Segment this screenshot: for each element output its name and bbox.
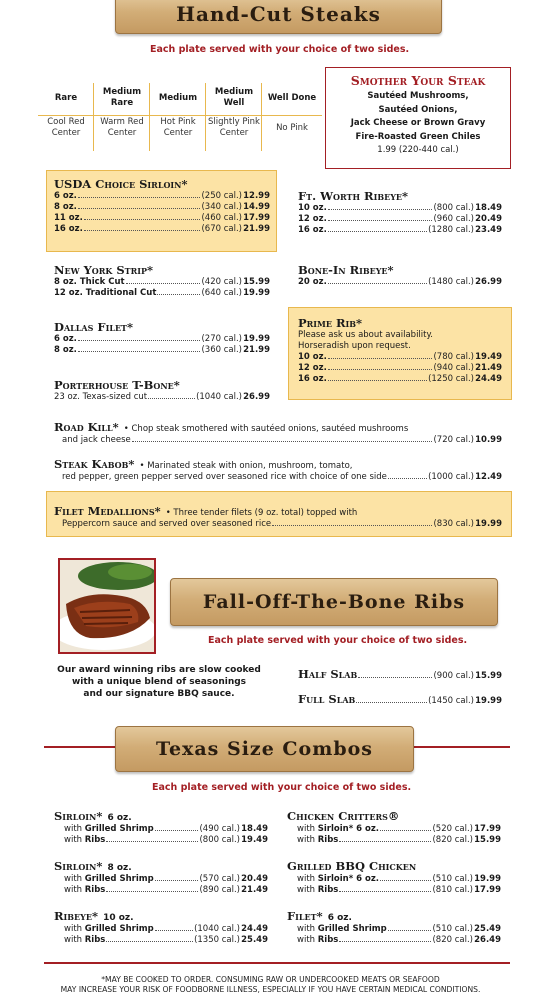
calories: (1480 cal.) bbox=[428, 277, 474, 287]
price: 26.99 bbox=[475, 277, 502, 287]
dish-name: Sirloin* bbox=[54, 809, 103, 823]
price-row bbox=[54, 345, 270, 356]
dish-desc: Peppercorn sauce and served over seasoned rice bbox=[62, 519, 272, 529]
with-label: with bbox=[297, 874, 316, 884]
calories: (1000 cal.) bbox=[428, 472, 474, 482]
size: 6 oz. bbox=[54, 334, 77, 344]
price: 24.49 bbox=[475, 374, 502, 384]
size: 10 oz. bbox=[298, 352, 327, 362]
combos-subtitle: Each plate served with your choice of two sides. bbox=[152, 782, 412, 793]
roadkill-section bbox=[54, 416, 502, 446]
footer-rule bbox=[44, 962, 510, 964]
size: 16 oz. bbox=[298, 374, 327, 384]
dish-name: Road Kill* bbox=[54, 420, 119, 434]
dish-desc: • Chop steak smothered with sautéed onions, sautéed mushrooms bbox=[123, 424, 409, 434]
with-label: with bbox=[64, 935, 83, 945]
divider bbox=[93, 83, 94, 151]
divider bbox=[205, 83, 206, 151]
size: 6 oz. bbox=[54, 191, 77, 201]
with-label: with bbox=[297, 824, 316, 834]
dish-desc: • Marinated steak with onion, mushroom, tomato, bbox=[139, 461, 353, 471]
with-label: with bbox=[297, 885, 316, 895]
calories: (1040 cal.) bbox=[194, 924, 240, 934]
size: 8 oz. Thick Cut bbox=[54, 277, 125, 287]
combo-side: Ribs bbox=[84, 935, 106, 945]
dish-name: Ft. Worth Ribeye* bbox=[298, 189, 409, 203]
porterhouse-section bbox=[54, 378, 270, 403]
doneness-well-done bbox=[262, 83, 322, 143]
combo-item bbox=[287, 805, 501, 855]
combo-side: Ribs bbox=[84, 835, 106, 845]
size: 12 oz. Traditional Cut bbox=[54, 288, 157, 298]
doneness-level: Well Done bbox=[267, 92, 317, 103]
dish-name: Porterhouse T-Bone* bbox=[54, 378, 180, 392]
with-label: with bbox=[64, 874, 83, 884]
calories: (670 cal.) bbox=[201, 224, 242, 234]
price: 15.99 bbox=[474, 835, 501, 845]
price: 19.99 bbox=[243, 334, 270, 344]
dish-size: 8 oz. bbox=[107, 863, 132, 873]
combos-right bbox=[287, 805, 501, 955]
divider bbox=[261, 83, 262, 151]
dish-name: Bone-In Ribeye* bbox=[298, 263, 394, 277]
calories: (1250 cal.) bbox=[428, 374, 474, 384]
kabob-section bbox=[54, 453, 502, 483]
dish-name: Full Slab bbox=[298, 692, 356, 706]
dish-name: Steak Kabob* bbox=[54, 457, 135, 471]
footer-disclaimer bbox=[0, 975, 541, 995]
price: 24.49 bbox=[241, 924, 268, 934]
price-row bbox=[298, 277, 502, 288]
ftworth-section bbox=[298, 189, 502, 236]
price-row bbox=[54, 835, 268, 846]
calories: (460 cal.) bbox=[201, 213, 242, 223]
calories: (1350 cal.) bbox=[194, 935, 240, 945]
ribs-photo bbox=[58, 558, 156, 654]
dish-name: Filet Medallions* bbox=[54, 504, 161, 518]
dish-desc: red pepper, green pepper served over seasoned rice with choice of one side bbox=[62, 472, 387, 482]
price: 21.49 bbox=[475, 363, 502, 373]
combos-left bbox=[54, 805, 268, 955]
dish-name: USDA Choice Sirloin* bbox=[54, 177, 188, 191]
combo-side: Ribs bbox=[317, 885, 339, 895]
bonein-section bbox=[298, 263, 502, 288]
price-row bbox=[287, 885, 501, 896]
combo-side: Grilled Shrimp bbox=[317, 924, 387, 934]
ribs-items bbox=[298, 664, 502, 711]
calories: (800 cal.) bbox=[433, 203, 474, 213]
disclaimer-line: MAY INCREASE YOUR RISK OF FOODBORNE ILLNESS, ESPECIALLY IF YOU HAVE CERTAIN MEDICAL CONDITIONS. bbox=[60, 985, 481, 994]
price-row bbox=[54, 392, 270, 403]
doneness-desc: Warm Red Center bbox=[100, 117, 144, 138]
combo-side: Ribs bbox=[317, 935, 339, 945]
dish-size: 10 oz. bbox=[103, 913, 134, 923]
calories: (820 cal.) bbox=[432, 835, 473, 845]
doneness-desc: No Pink bbox=[276, 122, 308, 133]
price: 17.99 bbox=[474, 885, 501, 895]
calories: (420 cal.) bbox=[201, 277, 242, 287]
price: 26.49 bbox=[474, 935, 501, 945]
price: 19.49 bbox=[475, 352, 502, 362]
size: 16 oz. bbox=[54, 224, 83, 234]
steaks-subtitle: Each plate served with your choice of two sides. bbox=[150, 44, 410, 55]
steaks-banner-title: Hand-Cut Steaks bbox=[176, 2, 381, 26]
medallions-section bbox=[54, 500, 502, 530]
ribs-blurb-line: Our award winning ribs are slow cooked bbox=[57, 665, 261, 675]
combo-side: Grilled Shrimp bbox=[84, 924, 154, 934]
price-row bbox=[54, 334, 270, 345]
ribs-blurb-line: and our signature BBQ sauce. bbox=[83, 689, 235, 699]
doneness-level: Medium Well bbox=[214, 87, 254, 108]
ribs-plate-image bbox=[60, 560, 154, 652]
calories: (1040 cal.) bbox=[196, 392, 242, 402]
combo-item bbox=[54, 855, 268, 905]
dish-name: New York Strip* bbox=[54, 263, 154, 277]
ribs-banner bbox=[170, 578, 498, 626]
size: 20 oz. bbox=[298, 277, 327, 287]
calories: (490 cal.) bbox=[199, 824, 240, 834]
price-row bbox=[298, 689, 502, 711]
dish-name: Dallas Filet* bbox=[54, 320, 134, 334]
size: 23 oz. Texas-sized cut bbox=[54, 392, 148, 402]
size: 8 oz. bbox=[54, 345, 77, 355]
dish-name: Filet* bbox=[287, 909, 323, 923]
combo-side: Grilled Shrimp bbox=[84, 874, 154, 884]
price: 25.49 bbox=[474, 924, 501, 934]
dish-name: Half Slab bbox=[298, 667, 358, 681]
dish-name: Ribeye* bbox=[54, 909, 98, 923]
price-row bbox=[54, 472, 502, 483]
smother-option: Sautéed Onions, bbox=[378, 104, 458, 115]
price-row bbox=[54, 824, 268, 835]
doneness-rare bbox=[38, 83, 94, 143]
calories: (810 cal.) bbox=[432, 885, 473, 895]
with-label: with bbox=[64, 924, 83, 934]
price-row bbox=[298, 203, 502, 214]
combos-rule-right bbox=[412, 746, 510, 748]
doneness-level: Rare bbox=[54, 92, 78, 103]
calories: (640 cal.) bbox=[201, 288, 242, 298]
price-row bbox=[287, 935, 501, 946]
size: 16 oz. bbox=[298, 225, 327, 235]
price: 20.49 bbox=[241, 874, 268, 884]
price: 19.99 bbox=[474, 874, 501, 884]
price-row bbox=[54, 935, 268, 946]
price: 21.99 bbox=[243, 345, 270, 355]
ribs-blurb bbox=[54, 664, 264, 700]
calories: (520 cal.) bbox=[432, 824, 473, 834]
price-row bbox=[298, 363, 502, 374]
dish-desc: • Three tender filets (9 oz. total) topped with bbox=[165, 508, 358, 518]
price: 19.49 bbox=[241, 835, 268, 845]
with-label: with bbox=[297, 935, 316, 945]
price-row bbox=[54, 885, 268, 896]
size: 11 oz. bbox=[54, 213, 83, 223]
calories: (820 cal.) bbox=[432, 935, 473, 945]
size: 12 oz. bbox=[298, 363, 327, 373]
combo-item bbox=[54, 905, 268, 955]
calories: (900 cal.) bbox=[433, 671, 474, 681]
primerib-note: Please ask us about availability. bbox=[298, 330, 434, 340]
price: 17.99 bbox=[474, 824, 501, 834]
nystrip-section bbox=[54, 263, 270, 299]
calories: (340 cal.) bbox=[201, 202, 242, 212]
disclaimer-line: *MAY BE COOKED TO ORDER. CONSUMING RAW OR UNDERCOOKED MEATS OR SEAFOOD bbox=[101, 975, 440, 984]
with-label: with bbox=[64, 824, 83, 834]
doneness-table bbox=[38, 83, 322, 151]
price: 18.49 bbox=[241, 824, 268, 834]
price: 17.99 bbox=[243, 213, 270, 223]
doneness-medium bbox=[150, 83, 206, 143]
combo-side: Sirloin* 6 oz. bbox=[317, 824, 379, 834]
price: 20.49 bbox=[475, 214, 502, 224]
dish-name: Grilled BBQ Chicken bbox=[287, 859, 417, 873]
calories: (800 cal.) bbox=[199, 835, 240, 845]
price: 15.99 bbox=[475, 671, 502, 681]
price: 19.99 bbox=[475, 519, 502, 529]
price: 19.99 bbox=[475, 696, 502, 706]
smother-option: Fire-Roasted Green Chiles bbox=[355, 131, 481, 142]
price-row bbox=[298, 664, 502, 686]
sirloin-section bbox=[54, 177, 270, 235]
combos-banner bbox=[115, 726, 414, 772]
calories: (890 cal.) bbox=[199, 885, 240, 895]
dish-name: Prime Rib* bbox=[298, 316, 363, 330]
combo-side: Grilled Shrimp bbox=[84, 824, 154, 834]
calories: (780 cal.) bbox=[433, 352, 474, 362]
price-row bbox=[54, 519, 502, 530]
doneness-medium-well bbox=[206, 83, 262, 143]
calories: (720 cal.) bbox=[433, 435, 474, 445]
smother-title: Smother Your Steak bbox=[350, 73, 486, 88]
dish-name: Sirloin* bbox=[54, 859, 103, 873]
size: 8 oz. bbox=[54, 202, 77, 212]
combo-side: Ribs bbox=[84, 885, 106, 895]
doneness-desc: Cool Red Center bbox=[47, 117, 85, 138]
calories: (250 cal.) bbox=[201, 191, 242, 201]
price-row bbox=[298, 352, 502, 363]
price: 21.99 bbox=[243, 224, 270, 234]
size: 12 oz. bbox=[298, 214, 327, 224]
price: 18.49 bbox=[475, 203, 502, 213]
combo-item bbox=[287, 905, 501, 955]
price: 21.49 bbox=[241, 885, 268, 895]
price-row bbox=[54, 224, 270, 235]
doneness-medium-rare bbox=[94, 83, 150, 143]
combos-rule-left bbox=[44, 746, 124, 748]
smother-option: Sautéed Mushrooms, bbox=[367, 91, 469, 101]
calories: (270 cal.) bbox=[201, 334, 242, 344]
calories: (1450 cal.) bbox=[428, 696, 474, 706]
price-row bbox=[287, 924, 501, 935]
divider bbox=[38, 115, 322, 116]
calories: (1280 cal.) bbox=[428, 225, 474, 235]
divider bbox=[149, 83, 150, 151]
dish-desc: and jack cheese bbox=[62, 435, 131, 445]
price-row bbox=[54, 874, 268, 885]
price-row bbox=[54, 288, 270, 299]
with-label: with bbox=[297, 835, 316, 845]
smother-box bbox=[325, 67, 511, 169]
price: 25.49 bbox=[241, 935, 268, 945]
calories: (510 cal.) bbox=[432, 874, 473, 884]
price-row bbox=[54, 213, 270, 224]
price: 12.49 bbox=[475, 472, 502, 482]
dish-size: 6 oz. bbox=[327, 913, 352, 923]
combos-banner-title: Texas Size Combos bbox=[156, 738, 373, 760]
price: 19.99 bbox=[243, 288, 270, 298]
calories: (360 cal.) bbox=[201, 345, 242, 355]
price-row bbox=[287, 835, 501, 846]
dallas-section bbox=[54, 320, 270, 356]
price: 10.99 bbox=[475, 435, 502, 445]
price-row bbox=[298, 214, 502, 225]
ribs-blurb-line: with a unique blend of seasonings bbox=[71, 677, 247, 687]
combo-side: Ribs bbox=[317, 835, 339, 845]
with-label: with bbox=[297, 924, 316, 934]
steaks-banner bbox=[115, 0, 442, 34]
primerib-note: Horseradish upon request. bbox=[298, 341, 411, 351]
price-row bbox=[54, 277, 270, 288]
price-row bbox=[287, 874, 501, 885]
price-row bbox=[54, 202, 270, 213]
price: 26.99 bbox=[243, 392, 270, 402]
calories: (570 cal.) bbox=[199, 874, 240, 884]
size: 10 oz. bbox=[298, 203, 327, 213]
price-row bbox=[287, 824, 501, 835]
price: 15.99 bbox=[243, 277, 270, 287]
calories: (510 cal.) bbox=[432, 924, 473, 934]
price: 23.49 bbox=[475, 225, 502, 235]
primerib-section bbox=[298, 316, 502, 385]
smother-option: Jack Cheese or Brown Gravy bbox=[350, 118, 486, 128]
combo-side: Sirloin* 6 oz. bbox=[317, 874, 379, 884]
price-row bbox=[54, 924, 268, 935]
doneness-level: Medium Rare bbox=[102, 87, 142, 108]
doneness-level: Medium bbox=[158, 92, 198, 103]
price-row bbox=[298, 374, 502, 385]
calories: (960 cal.) bbox=[433, 214, 474, 224]
price-row bbox=[54, 191, 270, 202]
dish-size: 6 oz. bbox=[107, 813, 132, 823]
dish-name: Chicken Critters® bbox=[287, 809, 400, 823]
combo-item bbox=[54, 805, 268, 855]
calories: (830 cal.) bbox=[433, 519, 474, 529]
combo-item bbox=[287, 855, 501, 905]
doneness-desc: Hot Pink Center bbox=[160, 117, 196, 138]
ribs-banner-title: Fall-Off-The-Bone Ribs bbox=[202, 591, 466, 613]
smother-price: 1.99 (220-440 cal.) bbox=[377, 145, 459, 155]
price-row bbox=[298, 225, 502, 236]
doneness-desc: Slightly Pink Center bbox=[208, 117, 260, 138]
with-label: with bbox=[64, 885, 83, 895]
price: 12.99 bbox=[243, 191, 270, 201]
with-label: with bbox=[64, 835, 83, 845]
calories: (940 cal.) bbox=[433, 363, 474, 373]
price: 14.99 bbox=[243, 202, 270, 212]
price-row bbox=[54, 435, 502, 446]
ribs-subtitle: Each plate served with your choice of two sides. bbox=[208, 635, 468, 646]
